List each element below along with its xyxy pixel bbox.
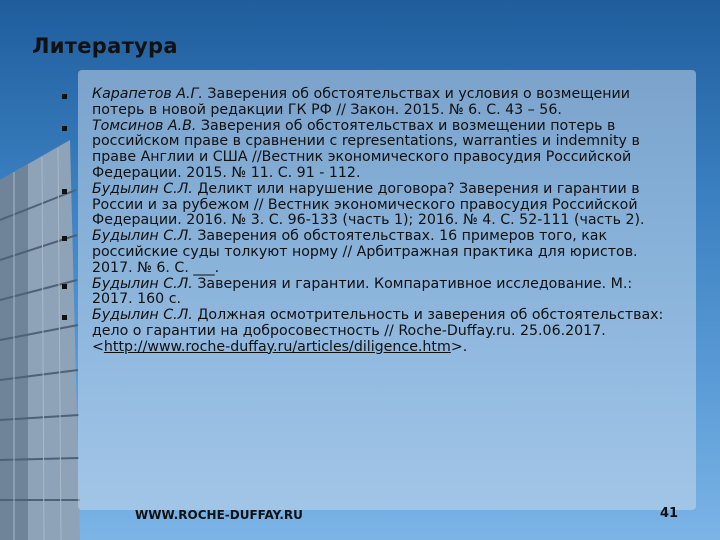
reference-author: Будылин С.Л. — [92, 307, 193, 324]
slide-title: Литература — [32, 34, 178, 58]
reference-body: Заверения об обстоятельствах и условия о возмещении потерь в новой редакции ГК РФ // Закон. 2015. № 6. С. 43 – 56. — [92, 86, 631, 118]
bullet-icon — [62, 315, 67, 320]
bullet-icon — [62, 284, 67, 289]
bullet-icon — [62, 94, 67, 99]
reference-text — [92, 229, 672, 276]
footer-url: WWW.ROCHE-DUFFAY.RU — [135, 508, 303, 522]
reference-body: Деликт или нарушение договора? Заверения и гарантии в России и за рубежом // Вестник экономического правосудия Российской Федерации. 2016. № 3. С. 96-133 (часть 1); 2016. № 4. С. 52-111 (часть 2). — [92, 180, 645, 229]
reference-item — [62, 119, 672, 182]
reference-text — [92, 87, 672, 119]
reference-body: Заверения и гарантии. Компаративное исследование. М.: 2017. 160 с. — [92, 275, 633, 308]
bullet-icon — [62, 126, 67, 131]
reference-text — [92, 277, 672, 309]
reference-author: Будылин С.Л. — [92, 275, 193, 292]
reference-item — [62, 182, 672, 229]
bullet-icon — [62, 189, 67, 194]
reference-item — [62, 229, 672, 276]
reference-author: Будылин С.Л. — [92, 228, 193, 245]
reference-item — [62, 277, 672, 309]
reference-body: Заверения об обстоятельствах. 16 примеров того, как российские суды толкуют норму // Арбитражная практика для юристов. 2017. № 6. С. ___. — [92, 228, 638, 276]
reference-list — [62, 87, 672, 356]
page-number: 41 — [660, 506, 679, 521]
reference-author: Будылин С.Л. — [92, 180, 193, 197]
reference-text — [92, 182, 672, 229]
bullet-icon — [62, 236, 67, 241]
reference-body: Заверения об обстоятельствах и возмещении потерь в российском праве в сравнении с representations, warranties и indemnity в праве Англии и США //Вестник экономического правосудия Российской Федерации. 2015. № 11. С. 91 - 112. — [92, 117, 640, 181]
reference-author: Карапетов А.Г. — [92, 86, 203, 102]
reference-link[interactable]: http://www.roche-duffay.ru/articles/diligence.htm — [103, 338, 451, 355]
reference-text — [92, 308, 672, 355]
reference-body-end: >. — [450, 338, 468, 355]
reference-item — [62, 87, 672, 119]
reference-author: Томсинов А.В. — [92, 117, 197, 134]
reference-item — [62, 308, 672, 355]
reference-body: Должная осмотрительность и заверения об обстоятельствах: дело о гарантии на добросовестность // Roche-Duffay.ru. 25.06.2017. < — [92, 307, 664, 355]
reference-text — [92, 119, 672, 182]
